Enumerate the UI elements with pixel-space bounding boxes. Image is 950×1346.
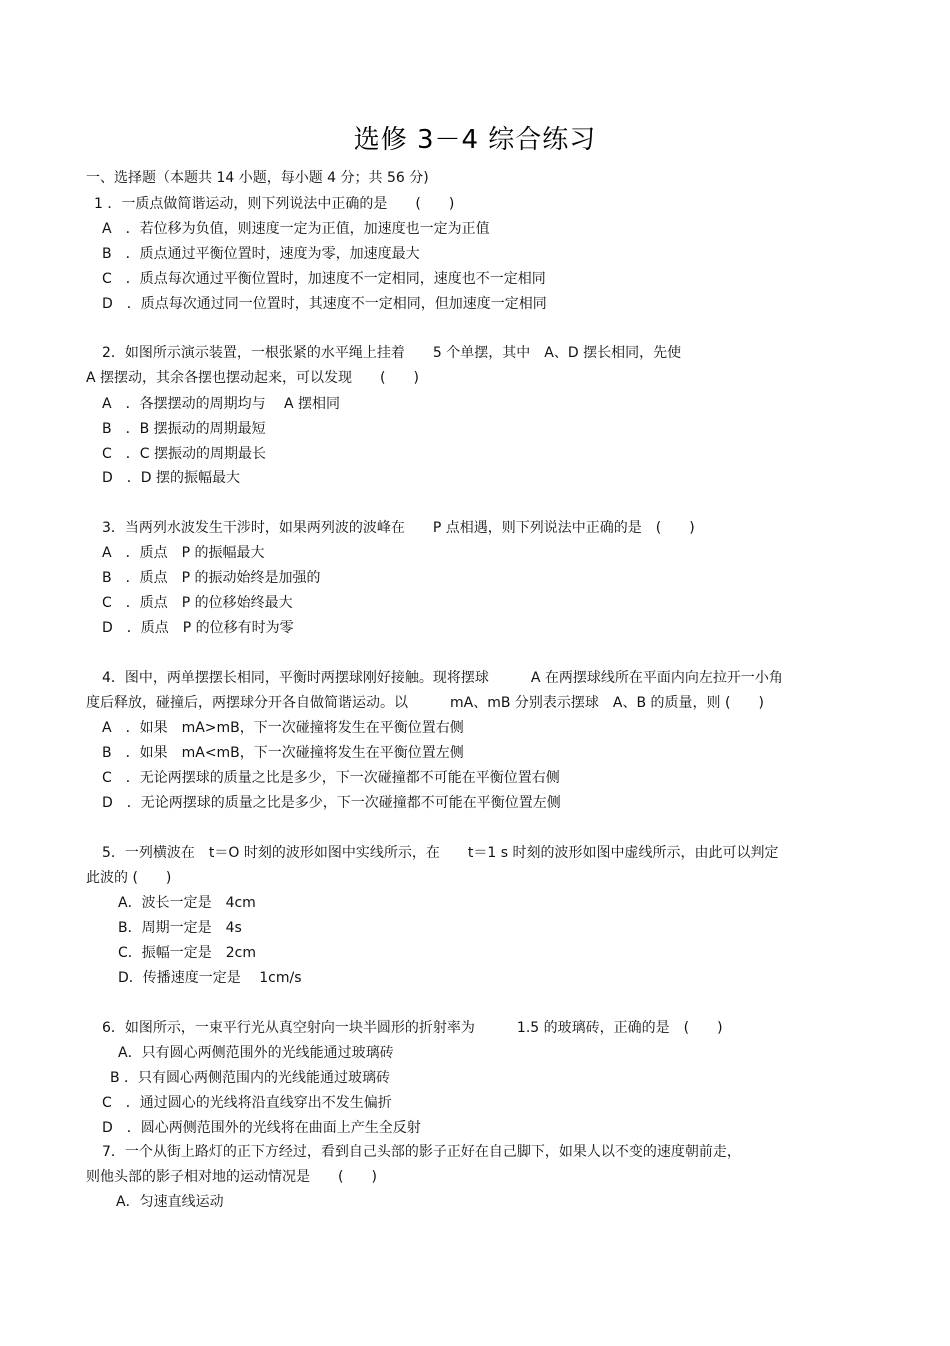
option-b: B ．只有圆心两侧范围内的光线能通过玻璃砖 [110, 1070, 391, 1086]
option-d: D ．无论两摆球的质量之比是多少，下一次碰撞都不可能在平衡位置左侧 [102, 795, 561, 811]
option-a: A ．若位移为负值，则速度一定为正值，加速度也一定为正值 [102, 221, 490, 237]
option-c: C．振幅一定是 2cm [118, 945, 257, 961]
option-a: A．波长一定是 4cm [118, 895, 256, 911]
option-a: A．只有圆心两侧范围外的光线能通过玻璃砖 [118, 1045, 394, 1061]
option-c: C ．无论两摆球的质量之比是多少，下一次碰撞都不可能在平衡位置右侧 [102, 770, 560, 786]
question-stem-continued: 此波的 ( ) [86, 870, 172, 886]
option-d: D ．D 摆的振幅最大 [102, 470, 241, 486]
question-stem-continued: 则他头部的影子相对地的运动情况是 ( ) [86, 1169, 377, 1185]
option-c: C ．质点 P 的位移始终最大 [102, 595, 293, 611]
question-stem: 6．如图所示，一束平行光从真空射向一块半圆形的折射率为 1.5 的玻璃砖，正确的是 ( ) [102, 1020, 723, 1036]
option-b: B ．质点通过平衡位置时，速度为零，加速度最大 [102, 246, 420, 262]
option-a: A ．如果 mA>mB，下一次碰撞将发生在平衡位置右侧 [102, 720, 464, 736]
question-stem: 5．一列横波在 t＝O 时刻的波形如图中实线所示，在 t＝1 s 时刻的波形如图中虚线所示，由此可以判定 [102, 845, 779, 861]
option-a: A ．各摆摆动的周期均与 A 摆相同 [102, 396, 341, 412]
section-header: 一、选择题（本题共 14 小题，每小题 4 分；共 56 分) [86, 170, 429, 186]
option-d: D ．质点每次通过同一位置时，其速度不一定相同，但加速度一定相同 [102, 296, 547, 312]
option-b: B ．质点 P 的振动始终是加强的 [102, 570, 321, 586]
question-stem-continued: 度后释放，碰撞后，两摆球分开各自做简谐运动。以 mA、mB 分别表示摆球 A、B 的质量，则 ( ) [86, 695, 764, 711]
question-stem: 2．如图所示演示装置，一根张紧的水平绳上挂着 5 个单摆，其中 A、D 摆长相同，先使 [102, 345, 682, 361]
question-stem: 3．当两列水波发生干涉时，如果两列波的波峰在 P 点相遇，则下列说法中正确的是 ( ) [102, 520, 695, 536]
question-stem-continued: A 摆摆动，其余各摆也摆动起来，可以发现 ( ) [86, 370, 419, 386]
option-c: C ．质点每次通过平衡位置时，加速度不一定相同，速度也不一定相同 [102, 271, 546, 287]
option-c: C ．通过圆心的光线将沿直线穿出不发生偏折 [102, 1095, 392, 1111]
option-c: C ．C 摆振动的周期最长 [102, 446, 267, 462]
question-stem: 1 ．一质点做简谐运动，则下列说法中正确的是 ( ) [94, 196, 455, 212]
option-b: B．周期一定是 4s [118, 920, 242, 936]
option-b: B ．如果 mA<mB，下一次碰撞将发生在平衡位置左侧 [102, 745, 464, 761]
option-d: D．传播速度一定是 1cm/s [118, 970, 302, 986]
option-d: D ．质点 P 的位移有时为零 [102, 620, 294, 636]
option-d: D ．圆心两侧范围外的光线将在曲面上产生全反射 [102, 1120, 421, 1136]
option-a: A ．质点 P 的振幅最大 [102, 545, 265, 561]
question-stem: 7．一个从街上路灯的正下方经过，看到自己头部的影子正好在自己脚下，如果人以不变的速度朝前走， [102, 1144, 741, 1160]
page-title: 选修 3－4 综合练习 [353, 125, 597, 155]
option-a: A．匀速直线运动 [116, 1194, 224, 1210]
question-stem: 4．图中，两单摆摆长相同，平衡时两摆球刚好接触。现将摆球 A 在两摆球线所在平面内向左拉开一小角 [102, 670, 783, 686]
option-b: B ．B 摆振动的周期最短 [102, 421, 266, 437]
